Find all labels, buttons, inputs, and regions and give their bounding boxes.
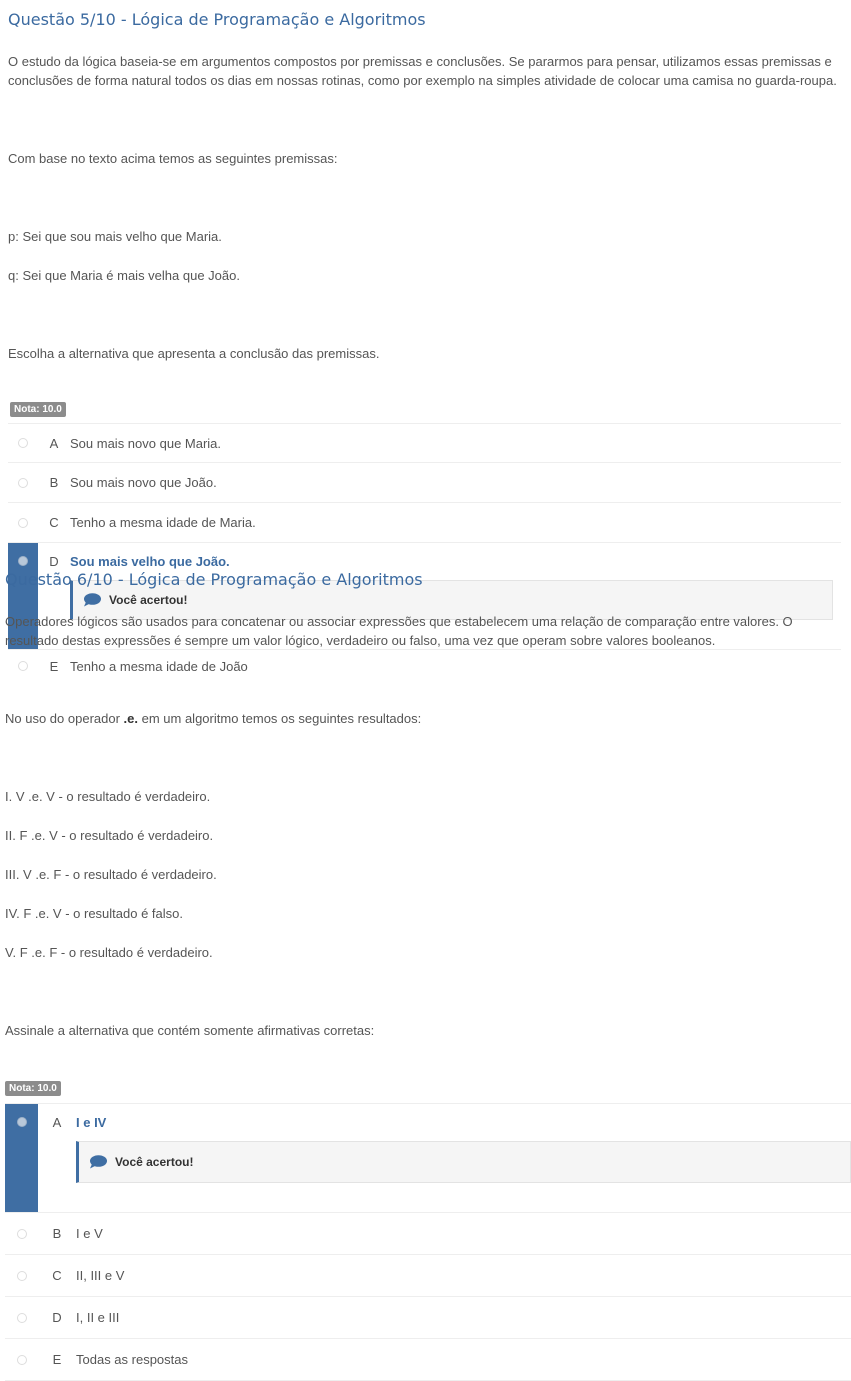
question-text bbox=[8, 32, 843, 383]
alternative-text: I e V bbox=[76, 1226, 103, 1241]
alternative-letter: E bbox=[49, 658, 59, 674]
alternative-letter: D bbox=[49, 554, 59, 569]
question-title: Questão 5/10 - Lógica de Programação e Algoritmos bbox=[8, 10, 426, 29]
alternative-letter: D bbox=[52, 1310, 62, 1325]
alternative-b[interactable] bbox=[8, 463, 841, 503]
alternative-c[interactable] bbox=[5, 1255, 851, 1297]
radio-button[interactable] bbox=[18, 478, 28, 488]
question-text bbox=[5, 592, 845, 1060]
score-badge: Nota: 10.0 bbox=[10, 402, 66, 417]
alternative-text: Tenho a mesma idade de João bbox=[70, 658, 248, 674]
q6-item-4: IV. F .e. V - o resultado é falso. bbox=[5, 906, 184, 921]
alternative-text: I e IV bbox=[76, 1115, 107, 1130]
question-6 bbox=[5, 560, 851, 1381]
q5-paragraph-2: Com base no texto acima temos as seguintes premissas: bbox=[8, 151, 338, 166]
q6-paragraph-2: No uso do operador .e. em um algoritmo temos os seguintes resultados: bbox=[5, 711, 422, 726]
alternative-text: Sou mais novo que João. bbox=[70, 475, 217, 490]
q6-paragraph-1: Operadores lógicos são usados para concatenar ou associar expressões que estabelecem uma relação de comparação entre valores. O resultado destas expressões é sempre um valor lógico, verdadeiro ou falso, uma vez que operam sobre valores booleanos. bbox=[5, 613, 793, 648]
radio-button[interactable] bbox=[17, 1313, 27, 1323]
alternative-text: II, III e V bbox=[76, 1268, 125, 1283]
q5-premise-q: q: Sei que Maria é mais velha que João. bbox=[8, 268, 240, 283]
alternative-letter: C bbox=[52, 1268, 62, 1283]
alternative-c[interactable] bbox=[8, 503, 841, 543]
alternative-text: Todas as respostas bbox=[76, 1352, 189, 1367]
alternative-letter: A bbox=[49, 435, 59, 451]
radio-button[interactable] bbox=[17, 1117, 27, 1127]
alternative-letter: B bbox=[52, 1226, 62, 1241]
alternative-b[interactable] bbox=[5, 1213, 851, 1255]
alternative-d[interactable] bbox=[5, 1297, 851, 1339]
alternative-a[interactable] bbox=[5, 1104, 851, 1213]
alternatives-list bbox=[5, 1103, 851, 1381]
alternative-letter: A bbox=[52, 1115, 62, 1130]
chat-bubble-icon bbox=[89, 1155, 107, 1169]
question-title: Questão 6/10 - Lógica de Programação e Algoritmos bbox=[5, 570, 423, 589]
radio-button[interactable] bbox=[18, 438, 28, 448]
radio-button[interactable] bbox=[17, 1229, 27, 1239]
q6-item-1: I. V .e. V - o resultado é verdadeiro. bbox=[5, 789, 211, 804]
alternative-e[interactable] bbox=[5, 1339, 851, 1381]
alternative-text: Tenho a mesma idade de Maria. bbox=[70, 515, 256, 530]
feedback-box bbox=[76, 1141, 851, 1183]
alternative-text: I, II e III bbox=[76, 1310, 120, 1325]
radio-button[interactable] bbox=[17, 1271, 27, 1281]
feedback-text: Você acertou! bbox=[115, 1155, 194, 1169]
q6-item-5: V. F .e. F - o resultado é verdadeiro. bbox=[5, 945, 213, 960]
q5-premise-p: p: Sei que sou mais velho que Maria. bbox=[8, 229, 222, 244]
q6-instruction: Assinale a alternativa que contém somente afirmativas corretas: bbox=[5, 1023, 375, 1038]
alternative-letter: E bbox=[52, 1352, 62, 1367]
q5-instruction: Escolha a alternativa que apresenta a conclusão das premissas. bbox=[8, 346, 380, 361]
alternative-text: Sou mais velho que João. bbox=[70, 554, 230, 569]
feedback-text: Você acertou! bbox=[109, 593, 188, 607]
alternative-a[interactable] bbox=[8, 424, 841, 463]
alternative-letter: B bbox=[49, 475, 59, 490]
alternative-letter: C bbox=[49, 515, 59, 530]
radio-button[interactable] bbox=[18, 518, 28, 528]
q5-paragraph-1: O estudo da lógica baseia-se em argumentos compostos por premissas e conclusões. Se pararmos para pensar, utilizamos essas premissas e conclusões de forma natural todos os dias em nossas rotinas, como por exemplo na simples atividade de colocar uma camisa no guarda-roupa. bbox=[8, 53, 837, 88]
q6-item-2: II. F .e. V - o resultado é verdadeiro. bbox=[5, 828, 214, 843]
q6-item-3: III. V .e. F - o resultado é verdadeiro. bbox=[5, 867, 217, 882]
alternative-text: Sou mais novo que Maria. bbox=[70, 435, 222, 451]
radio-button[interactable] bbox=[17, 1355, 27, 1365]
score-badge: Nota: 10.0 bbox=[5, 1081, 61, 1096]
